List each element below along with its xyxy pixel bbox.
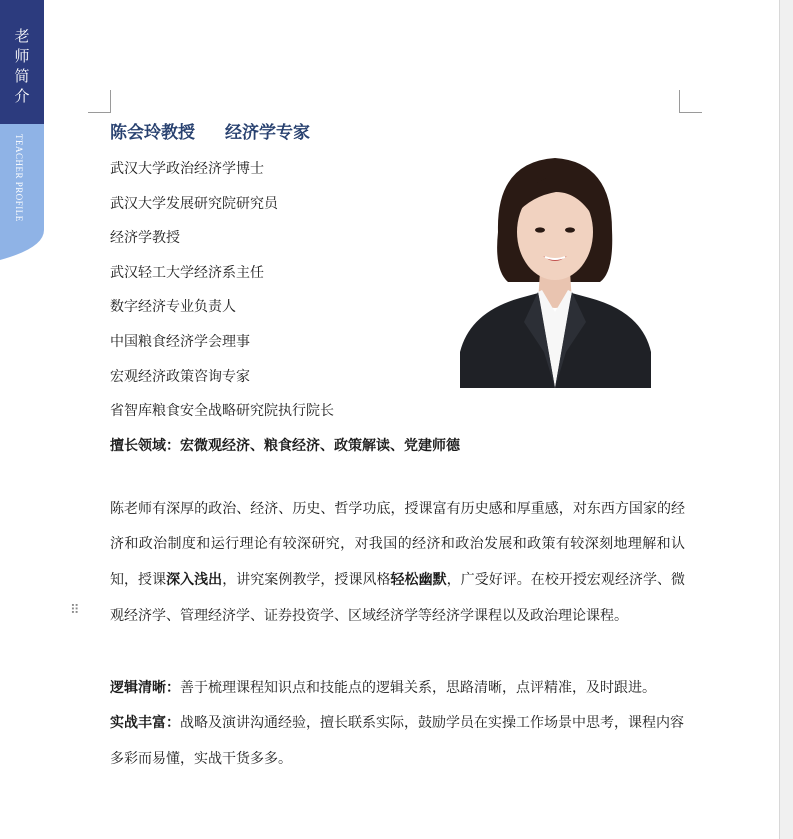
credential-item: 宏观经济政策咨询专家 <box>110 368 250 385</box>
teacher-name-title: 陈会玲教授 <box>110 123 195 143</box>
bio-text: 陈老师有深厚的政治、经济、历史、哲学功底，授课富有历史感和厚重感，对东西方国家的经济和政治制度和运行理论有较深研究，对我国的经济和政治发展和政策有较深刻地理解和认知，授课 <box>110 500 685 589</box>
feature-paragraph <box>110 671 685 707</box>
bio-highlight: 轻松幽默 <box>390 572 447 589</box>
credentials-list <box>110 152 685 429</box>
side-tab-title: 老师简介 <box>14 27 30 105</box>
drag-handle-icon[interactable]: ⠿ <box>70 603 80 618</box>
profile-content <box>110 118 685 777</box>
side-tab-curve <box>0 230 44 260</box>
credential-item: 中国粮食经济学会理事 <box>110 333 250 350</box>
credential-item: 省智库粮食安全战略研究院执行院长 <box>110 403 334 420</box>
credential-item: 武汉大学发展研究院研究员 <box>110 195 278 212</box>
crop-mark-right <box>679 90 702 113</box>
feature-label: 逻辑清晰： <box>110 679 180 696</box>
credential-item: 武汉轻工大学经济系主任 <box>110 264 264 281</box>
bio-text: ，讲究案例教学，授课风格 <box>222 572 391 589</box>
side-tab-subtitle: TEACHER PROFILE <box>14 134 24 222</box>
page-scroll-edge <box>779 0 793 839</box>
side-section-tab <box>0 0 44 260</box>
feature-text: 善于梳理课程知识点和技能点的逻辑关系，思路清晰，点评精准，及时跟进。 <box>180 679 656 696</box>
credential-item: 经济学教授 <box>110 230 180 247</box>
profile-heading <box>110 118 685 148</box>
bio-highlight: 深入浅出 <box>166 572 223 589</box>
expertise-line: 擅长领域：宏微观经济、粮食经济、政策解读、党建师德 <box>110 437 460 454</box>
teacher-specialty-title: 经济学专家 <box>225 123 310 143</box>
bio-text: ，广受好评。在校开授宏观经济学、微观经济学、管理经济学、证券投资学、区域经济学等经济学课程以及政治理论课程。 <box>110 572 686 624</box>
bio-paragraph <box>110 492 685 635</box>
credential-item: 数字经济专业负责人 <box>110 299 236 316</box>
feature-text: 战略及演讲沟通经验，擅长联系实际，鼓励学员在实操工作场景中思考，课程内容多彩而易懂，实战干货多多。 <box>110 715 684 767</box>
feature-label: 实战丰富： <box>110 715 180 732</box>
feature-paragraph <box>110 706 685 777</box>
credential-item: 武汉大学政治经济学博士 <box>110 161 264 177</box>
crop-mark-left <box>88 90 111 113</box>
